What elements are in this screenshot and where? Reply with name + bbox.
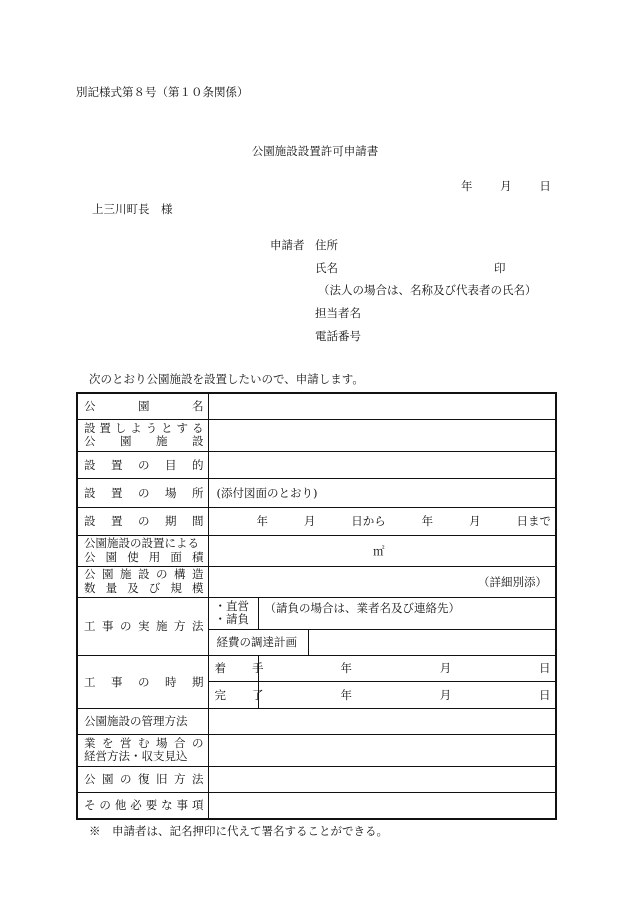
addressee: 上三川町長 様 [92,202,173,216]
row-other [77,792,556,819]
method-note[interactable]: （請負の場合は、業者名及び連絡先） [258,597,556,629]
row-timing-start [77,655,556,681]
row-area [77,535,556,566]
field-facility[interactable] [208,419,556,451]
row-park-name [77,393,556,419]
row-purpose [77,451,556,478]
row-facility [77,419,556,451]
date-day: 日 [539,179,551,193]
applicant-label: 申請者 [270,238,305,252]
form-number: 別記様式第８号（第１０条関係） [76,85,249,99]
label-restoration: 公 園 の 復 旧 方 法 [77,766,208,792]
label-method: 工 事 の 実 施 方 法 [77,597,208,655]
row-period [77,507,556,535]
field-funding[interactable] [308,629,556,655]
label-period: 設 置 の 期 間 [77,507,208,535]
row-restoration [77,766,556,792]
field-start-date[interactable]: 年 月 日 [258,655,556,681]
date-month: 月 [500,179,512,193]
intro-text: 次のとおり公園施設を設置したいので、申請します。 [89,372,364,386]
field-finish-date[interactable]: 年 月 日 [258,681,556,708]
date-line [461,178,551,194]
field-restoration[interactable] [208,766,556,792]
row-method-1 [77,597,556,629]
field-area[interactable]: ㎡ [208,535,556,566]
label-finish: 完 了 [208,681,258,708]
label-start: 着 手 [208,655,258,681]
option-direct[interactable]: ・直営 [214,598,249,613]
label-structure: 公 園 施 設 の 構 造 数 量 及 び 規 模 [77,566,208,597]
field-management[interactable] [208,708,556,734]
field-other[interactable] [208,792,556,819]
footnote: ※ 申請者は、記名押印に代えて署名することができる。 [89,824,388,838]
contact-person-label: 担当者名 [315,306,361,320]
label-funding: 経費の調達計画 [208,629,308,655]
label-purpose: 設 置 の 目 的 [77,451,208,478]
option-contract[interactable]: ・請負 [214,612,249,626]
application-table [76,392,557,820]
row-management [77,708,556,734]
label-location: 設 置 の 場 所 [77,478,208,507]
phone-label: 電話番号 [315,329,361,343]
date-year: 年 [461,179,473,193]
field-business[interactable] [208,734,556,766]
page-title: 公園施設設置許可申請書 [251,144,379,158]
label-management: 公園施設の管理方法 [77,708,208,734]
row-structure [77,566,556,597]
applicant-name-label: 氏名 [315,261,338,275]
field-purpose[interactable] [208,451,556,478]
label-business: 業 を 営 む 場 合 の 経営方法・収支見込 [77,734,208,766]
label-area: 公園施設の設置による 公 園 使 用 面 積 [77,535,208,566]
method-options[interactable] [208,597,258,629]
field-park-name[interactable] [208,393,556,419]
row-business [77,734,556,766]
row-location [77,478,556,507]
applicant-address-label: 住所 [315,238,338,252]
field-structure[interactable]: （詳細別添） [208,566,556,597]
label-timing: 工 事 の 時 期 [77,655,208,708]
label-park-name: 公 園 名 [77,393,208,419]
field-period[interactable]: 年 月 日から 年 月 日まで [208,507,556,535]
label-facility: 設 置 し よ う と す る 公 園 施 設 [77,419,208,451]
corporation-note: （法人の場合は、名称及び代表者の氏名） [318,283,537,297]
field-location[interactable]: (添付図面のとおり) [208,478,556,507]
seal-mark: 印 [494,261,506,275]
label-other: そ の 他 必 要 な 事 項 [77,792,208,819]
